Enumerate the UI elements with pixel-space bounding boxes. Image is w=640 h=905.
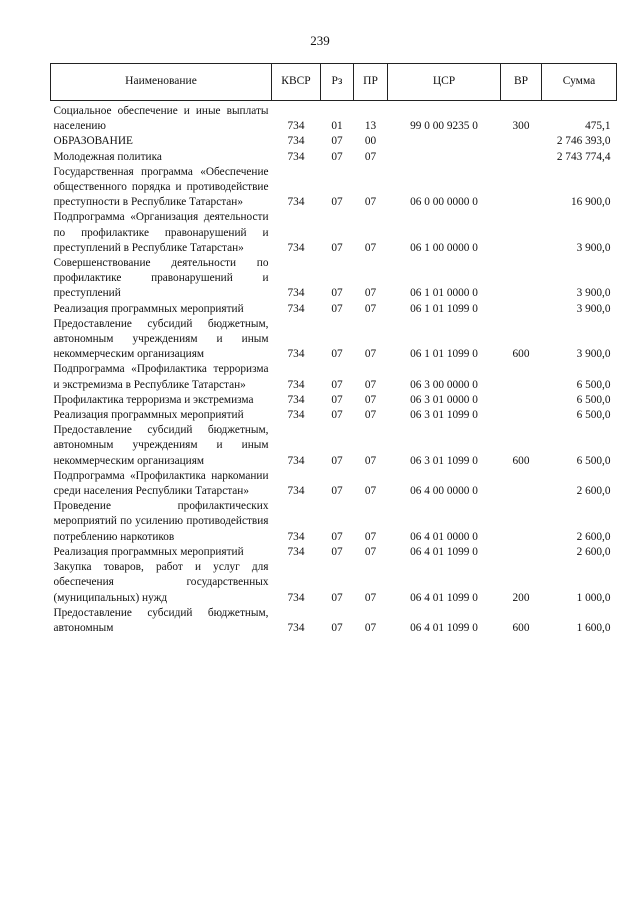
row-vr (501, 150, 542, 165)
row-rz: 07 (331, 530, 343, 543)
row-kvsr: 734 (287, 485, 305, 498)
row-vr (501, 545, 542, 560)
row-tsr: 06 1 01 1099 0 (410, 302, 478, 315)
table-row (51, 302, 617, 317)
row-pr: 07 (364, 591, 377, 604)
table-header-row (51, 64, 617, 101)
row-vr (501, 469, 542, 499)
row-sum: 1 000,0 (576, 591, 611, 604)
row-sum: 2 746 393,0 (556, 135, 611, 148)
row-name: Подпрограмма «Профилактика терроризма и экстремизма в Республике Татарстан» (53, 363, 269, 391)
row-vr (501, 165, 542, 211)
row-name: Молодежная политика (53, 150, 162, 163)
table-row (51, 545, 617, 560)
row-kvsr: 734 (287, 241, 305, 254)
table-row (51, 499, 617, 545)
row-sum: 3 900,0 (576, 348, 611, 361)
row-vr: 200 (512, 591, 530, 604)
row-rz: 07 (331, 591, 343, 604)
row-rz: 01 (331, 120, 343, 133)
header-kvsr: КВСР (272, 64, 321, 101)
row-name: Реализация программных мероприятий (53, 302, 244, 315)
row-pr: 00 (364, 135, 377, 148)
row-tsr (388, 134, 501, 149)
row-kvsr: 734 (287, 150, 305, 163)
row-kvsr: 734 (287, 591, 305, 604)
row-pr: 07 (364, 409, 377, 422)
row-rz: 07 (331, 545, 343, 558)
row-kvsr: 734 (287, 120, 305, 133)
row-tsr: 06 3 01 1099 0 (410, 409, 478, 422)
table-row (51, 317, 617, 363)
table-row (51, 256, 617, 302)
row-kvsr: 734 (287, 287, 305, 300)
row-kvsr: 734 (287, 454, 305, 467)
row-vr (501, 256, 542, 302)
row-name: Подпрограмма «Организация деятельности по профилактике правонарушений и преступлений в Республике Татарстан» (53, 211, 269, 254)
row-pr: 07 (364, 287, 377, 300)
header-rz: Рз (321, 64, 354, 101)
row-pr: 07 (364, 530, 377, 543)
row-tsr: 06 4 01 1099 0 (410, 621, 478, 634)
row-name: Реализация программных мероприятий (53, 409, 244, 422)
row-pr: 07 (364, 485, 377, 498)
row-name: Совершенствование деятельности по профилактике правонарушений и преступлений (53, 257, 269, 300)
row-name: ОБРАЗОВАНИЕ (53, 135, 133, 148)
row-sum: 6 500,0 (576, 454, 611, 467)
row-sum: 475,1 (585, 120, 611, 133)
table-row (51, 606, 617, 636)
row-tsr: 99 0 00 9235 0 (410, 120, 478, 133)
row-sum: 3 900,0 (576, 241, 611, 254)
row-rz: 07 (331, 485, 343, 498)
row-sum: 2 600,0 (576, 545, 611, 558)
row-sum: 1 600,0 (576, 621, 611, 634)
table-row (51, 150, 617, 165)
row-kvsr: 734 (287, 302, 305, 315)
row-tsr: 06 4 01 1099 0 (410, 545, 478, 558)
row-rz: 07 (331, 393, 343, 406)
row-sum: 6 500,0 (576, 393, 611, 406)
row-vr (501, 210, 542, 256)
row-pr: 07 (364, 150, 377, 163)
row-name: Социальное обеспечение и иные выплаты населению (53, 105, 269, 133)
budget-table (50, 63, 617, 636)
header-sum: Сумма (542, 64, 617, 101)
row-vr (501, 362, 542, 392)
row-vr: 300 (512, 120, 530, 133)
header-pr: ПР (354, 64, 388, 101)
table-row (51, 560, 617, 606)
row-pr: 07 (364, 621, 377, 634)
row-tsr: 06 3 01 0000 0 (410, 393, 478, 406)
row-name: Профилактика терроризма и экстремизма (53, 393, 254, 406)
row-tsr: 06 1 01 1099 0 (410, 348, 478, 361)
row-rz: 07 (331, 150, 343, 163)
row-vr: 600 (512, 348, 530, 361)
row-rz: 07 (331, 621, 343, 634)
row-pr: 07 (364, 393, 377, 406)
row-name: Предоставление субсидий бюджетным, автономным учреждениям и иным некоммерческим организациям (53, 317, 269, 361)
row-vr (501, 134, 542, 149)
row-sum: 3 900,0 (576, 302, 611, 315)
row-vr (501, 393, 542, 408)
row-tsr (388, 150, 501, 165)
table-row (51, 408, 617, 423)
row-pr: 07 (364, 241, 377, 254)
row-pr: 07 (364, 454, 377, 467)
row-sum: 2 600,0 (576, 530, 611, 543)
row-tsr: 06 1 01 0000 0 (410, 287, 478, 300)
row-rz: 07 (331, 454, 343, 467)
row-kvsr: 734 (287, 545, 305, 558)
row-name: Проведение профилактических мероприятий по усилению противодействия потреблению наркотиков (53, 500, 269, 543)
row-tsr: 06 4 00 0000 0 (410, 485, 478, 498)
row-name: Государственная программа «Обеспечение общественного порядка и противодействие преступности в Республике Татарстан» (53, 165, 269, 209)
row-rz: 07 (331, 409, 343, 422)
row-rz: 07 (331, 302, 343, 315)
row-vr (501, 302, 542, 317)
row-pr: 13 (364, 120, 377, 133)
header-vr: ВР (501, 64, 542, 101)
page-number: 239 (310, 33, 330, 48)
row-kvsr: 734 (287, 409, 305, 422)
row-kvsr: 734 (287, 348, 305, 361)
row-pr: 07 (364, 545, 377, 558)
header-name: Наименование (51, 64, 272, 101)
row-rz: 07 (331, 196, 343, 209)
row-rz: 07 (331, 287, 343, 300)
row-name: Предоставление субсидий бюджетным, автономным учреждениям и иным некоммерческим организациям (53, 424, 269, 467)
row-tsr: 06 3 00 0000 0 (410, 378, 478, 391)
row-name: Подпрограмма «Профилактика наркомании среди населения Республики Татарстан» (53, 469, 269, 498)
row-tsr: 06 0 00 0000 0 (410, 196, 478, 209)
row-kvsr: 734 (287, 621, 305, 634)
table-row (51, 469, 617, 499)
row-sum: 3 900,0 (576, 287, 611, 300)
row-sum: 2 600,0 (576, 485, 611, 498)
table-row (51, 134, 617, 149)
row-sum: 6 500,0 (576, 378, 611, 391)
row-vr (501, 499, 542, 545)
row-name: Реализация программных мероприятий (53, 545, 244, 558)
row-vr: 600 (512, 621, 530, 634)
table-row (51, 423, 617, 469)
row-kvsr: 734 (287, 196, 305, 209)
row-tsr: 06 3 01 1099 0 (410, 454, 478, 467)
row-kvsr: 734 (287, 378, 305, 391)
row-vr: 600 (512, 454, 530, 467)
row-pr: 07 (364, 302, 377, 315)
header-tsr: ЦСР (388, 64, 501, 101)
row-pr: 07 (364, 348, 377, 361)
row-rz: 07 (331, 241, 343, 254)
row-rz: 07 (331, 378, 343, 391)
row-rz: 07 (331, 135, 343, 148)
table-body (51, 101, 617, 637)
table-row (51, 210, 617, 256)
table-row (51, 393, 617, 408)
row-tsr: 06 4 01 0000 0 (410, 530, 478, 543)
row-kvsr: 734 (287, 530, 305, 543)
row-kvsr: 734 (287, 393, 305, 406)
row-vr (501, 408, 542, 423)
table-row (51, 362, 617, 392)
row-tsr: 06 1 00 0000 0 (410, 241, 478, 254)
table-row (51, 165, 617, 211)
row-pr: 07 (364, 196, 377, 209)
row-sum: 6 500,0 (576, 409, 611, 422)
table-row (51, 101, 617, 135)
row-pr: 07 (364, 378, 377, 391)
row-tsr: 06 4 01 1099 0 (410, 591, 478, 604)
row-kvsr: 734 (287, 135, 305, 148)
row-sum: 16 900,0 (570, 196, 611, 209)
row-sum: 2 743 774,4 (556, 150, 611, 163)
row-name: Предоставление субсидий бюджетным, автономным (53, 606, 269, 634)
row-name: Закупка товаров, работ и услуг для обеспечения государственных (муниципальных) нужд (53, 561, 269, 604)
row-rz: 07 (331, 348, 343, 361)
